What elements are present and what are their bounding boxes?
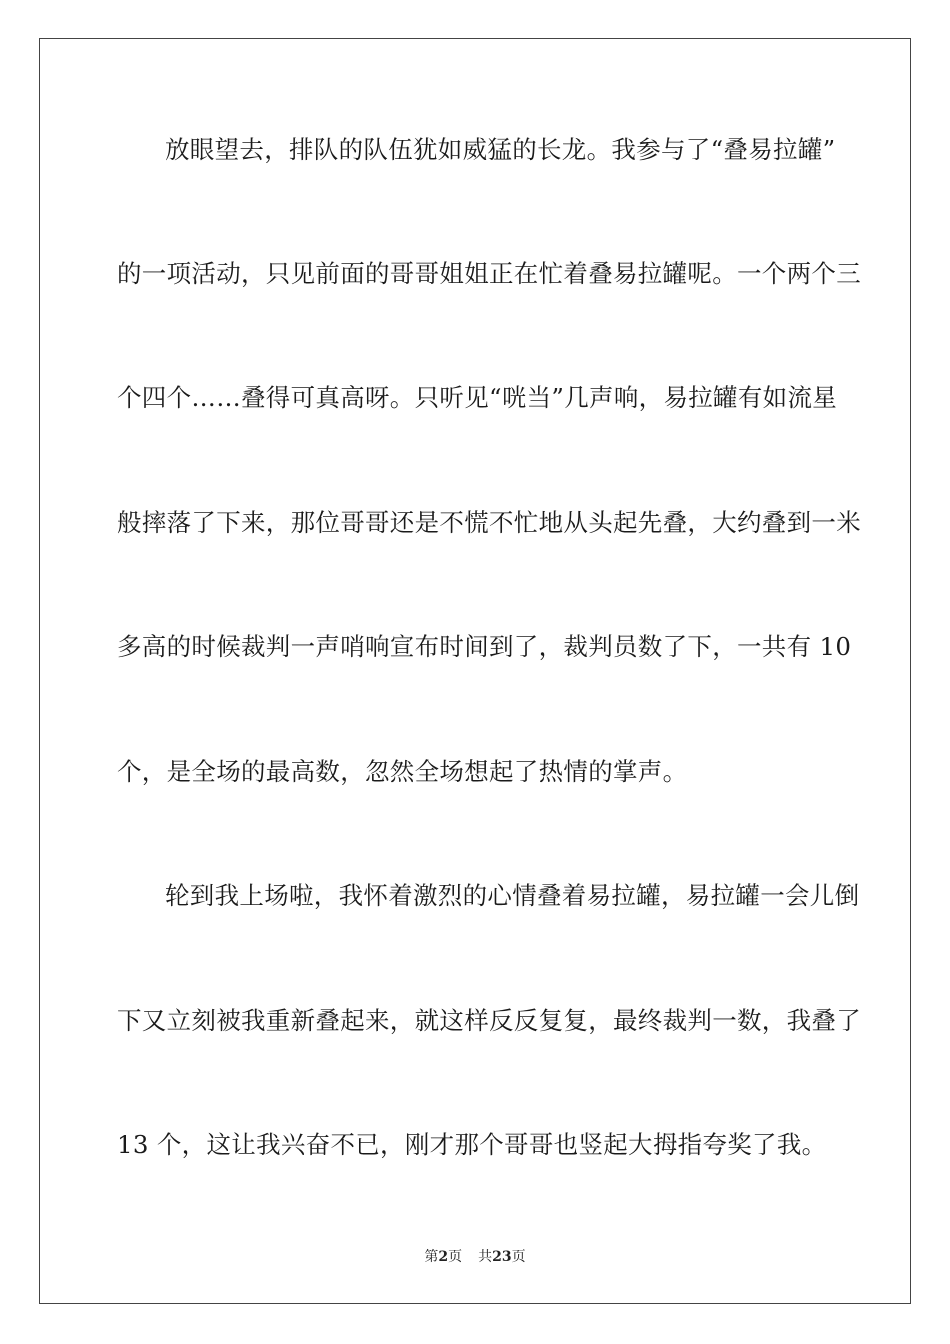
paragraph-1-line-3: 个四个……叠得可真高呀。只听见“咣当”几声响，易拉罐有如流星 [117,383,838,412]
paragraph-2-line-3: 13 个，这让我兴奋不已，刚才那个哥哥也竖起大拇指夸奖了我。 [117,1130,827,1159]
page-suffix: 页 [448,1249,463,1265]
page-prefix: 第 [424,1249,439,1265]
page-frame [39,38,911,1304]
paragraph-2-line-2: 下又立刻被我重新叠起来，就这样反反复复，最终裁判一数，我叠了 [117,1006,861,1035]
page-footer [0,1248,950,1266]
paragraph-2-line-1: 轮到我上场啦，我怀着激烈的心情叠着易拉罐，易拉罐一会儿倒 [165,881,860,910]
total-prefix: 共 [478,1249,493,1265]
paragraph-1-line-4: 般摔落了下来，那位哥哥还是不慌不忙地从头起先叠，大约叠到一米 [117,508,861,537]
paragraph-1-line-1: 放眼望去，排队的队伍犹如威猛的长龙。我参与了“叠易拉罐” [165,135,836,164]
paragraph-1-line-2: 的一项活动，只见前面的哥哥姐姐正在忙着叠易拉罐呢。一个两个三 [117,259,861,288]
page-number: 2 [438,1249,449,1265]
total-pages: 23 [492,1249,512,1265]
paragraph-1-line-5: 多高的时候裁判一声哨响宣布时间到了，裁判员数了下，一共有 10 [117,632,852,661]
paragraph-1-line-6: 个，是全场的最高数，忽然全场想起了热情的掌声。 [117,757,688,786]
total-suffix: 页 [511,1249,526,1265]
